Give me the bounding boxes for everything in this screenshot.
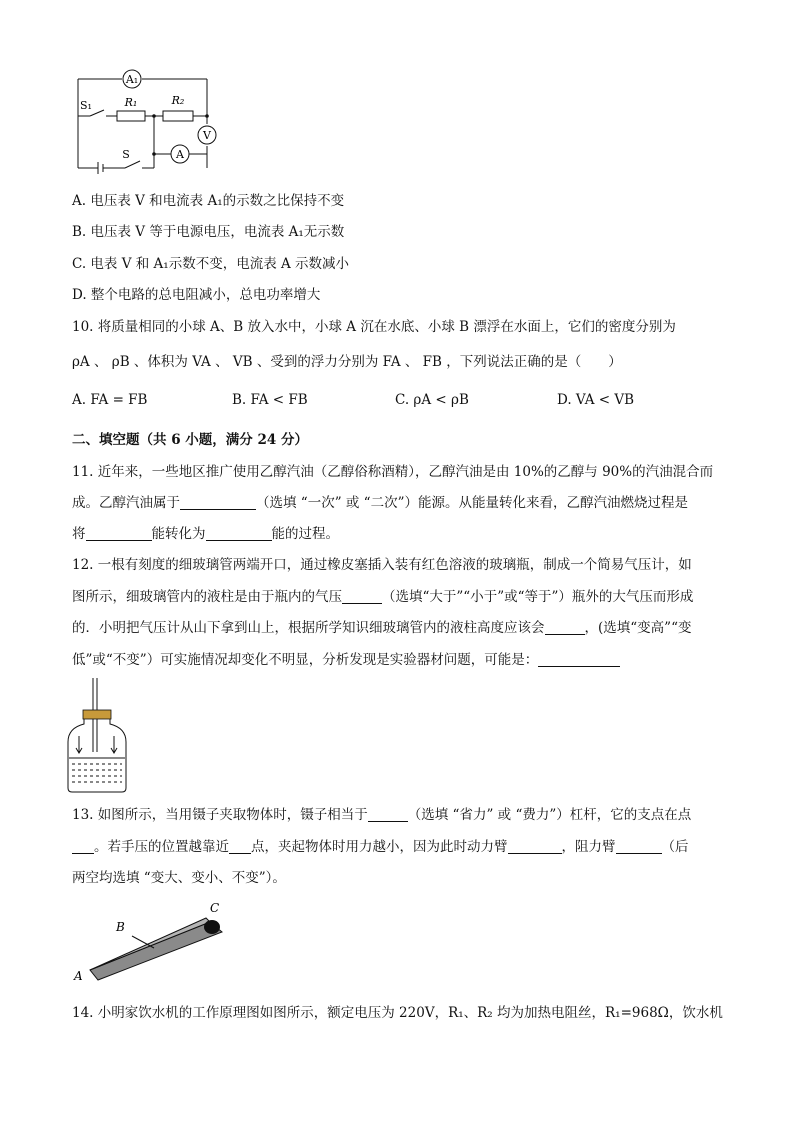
answer-blank[interactable] bbox=[342, 589, 382, 604]
barometer-diagram bbox=[62, 676, 132, 794]
answer-blank[interactable] bbox=[86, 526, 152, 541]
answer-blank[interactable] bbox=[508, 839, 562, 854]
answer-blank[interactable] bbox=[180, 495, 256, 510]
label-s: S bbox=[122, 148, 130, 161]
label-r2: R₂ bbox=[171, 94, 185, 107]
q11-text-c: 将 bbox=[72, 526, 86, 542]
q13-text-e: ，阻力臂 bbox=[561, 839, 616, 855]
q13-text-c: 。若手压的位置越靠近 bbox=[94, 839, 229, 855]
q12-text-c: 的．小明把气压计从山下拿到山上，根据所学知识细玻璃管内的液柱高度应该会 bbox=[72, 620, 545, 636]
label-a1: A₁ bbox=[125, 73, 139, 86]
answer-blank[interactable] bbox=[616, 839, 662, 854]
q10-line2: ρA 、 ρB 、体积为 VA 、 VB 、受到的浮力分别为 FA 、 FB ，下列说法正确的是（ ） bbox=[72, 354, 622, 370]
q9-option-a: A. 电压表 V 和电流表 A₁的示数之比保持不变 bbox=[72, 193, 345, 209]
q12-line1: 12. 一根有刻度的细玻璃管两端开口，通过橡皮塞插入装有红色溶液的玻璃瓶，制成一个简易气压计，如 bbox=[72, 557, 692, 573]
tweezers-diagram bbox=[70, 896, 230, 988]
q12-text-b: （选填“大于”“小于”或“等于”）瓶外的大气压而形成 bbox=[382, 589, 694, 605]
q9-option-c: C. 电表 V 和 A₁示数不变，电流表 A 示数减小 bbox=[72, 256, 350, 272]
q11-text-a: 成。乙醇汽油属于 bbox=[72, 495, 180, 511]
q11-text-d: 能转化为 bbox=[151, 526, 206, 542]
label-c-point: C bbox=[210, 901, 220, 915]
q9-option-d: D. 整个电路的总电阻减小，总电功率增大 bbox=[72, 287, 321, 303]
q10-line1: 10. 将质量相同的小球 A、B 放入水中，小球 A 沉在水底、小球 B 漂浮在水面上，它们的密度分别为 bbox=[72, 319, 676, 335]
section-heading: 二、填空题（共 6 小题，满分 24 分） bbox=[72, 432, 308, 448]
answer-blank[interactable] bbox=[368, 807, 408, 822]
q10-option-c: C. ρA < ρB bbox=[395, 392, 469, 408]
q12-line3 bbox=[72, 619, 691, 637]
answer-blank[interactable] bbox=[538, 652, 620, 667]
label-r1: R₁ bbox=[124, 96, 138, 109]
q12-line2 bbox=[72, 588, 693, 606]
label-a: A bbox=[176, 148, 184, 161]
q11-text-b: （选填 “一次” 或 “二次”）能源。从能量转化来看，乙醇汽油燃烧过程是 bbox=[256, 495, 688, 511]
q10-option-a: A. FA = FB bbox=[72, 392, 148, 408]
answer-blank[interactable] bbox=[229, 839, 251, 854]
q10-option-b: B. FA < FB bbox=[232, 392, 308, 408]
q12-text-e: 低”或“不变”）可实施情况却变化不明显，分析发现是实验器材问题，可能是： bbox=[72, 652, 539, 668]
answer-blank[interactable] bbox=[545, 620, 585, 635]
q11-line3 bbox=[72, 525, 339, 543]
q14-line1: 14. 小明家饮水机的工作原理图如图所示，额定电压为 220V，R₁、R₂ 均为加热电阻丝，R₁=968Ω，饮水机 bbox=[72, 1005, 723, 1021]
label-s1: S₁ bbox=[80, 99, 92, 112]
answer-blank[interactable] bbox=[72, 839, 94, 854]
answer-blank[interactable] bbox=[206, 526, 272, 541]
q12-line4 bbox=[72, 651, 620, 669]
label-b-point: B bbox=[116, 920, 125, 934]
q13-text-f: （后 bbox=[661, 839, 689, 855]
q11-line2 bbox=[72, 494, 688, 512]
q13-line3: 两空均选填 “变大、变小、不变”）。 bbox=[72, 870, 286, 886]
q12-text-d: ，(选填“变高”“变 bbox=[584, 620, 692, 636]
q13-text-b: （选填 “省力” 或 “费力”）杠杆，它的支点在点 bbox=[407, 807, 692, 823]
q11-text-e: 能的过程。 bbox=[271, 526, 339, 542]
label-v: V bbox=[203, 129, 211, 142]
q11-line1: 11. 近年来，一些地区推广使用乙醇汽油（乙醇俗称酒精），乙醇汽油是由 10%的乙醇与 90%的汽油混合而 bbox=[72, 464, 714, 480]
label-a-point: A bbox=[74, 969, 83, 983]
q10-option-d: D. VA < VB bbox=[557, 392, 635, 408]
q13-text-d: 点，夹起物体时用力越小，因为此时动力臂 bbox=[251, 839, 508, 855]
q13-text-a: 13. 如图所示，当用镊子夹取物体时，镊子相当于 bbox=[72, 807, 368, 823]
q12-text-a: 图所示，细玻璃管内的液柱是由于瓶内的气压 bbox=[72, 589, 342, 605]
q13-line1 bbox=[72, 806, 691, 824]
q13-line2 bbox=[72, 838, 689, 856]
q9-option-b: B. 电压表 V 等于电源电压，电流表 A₁无示数 bbox=[72, 224, 345, 240]
circuit-diagram bbox=[70, 64, 220, 174]
